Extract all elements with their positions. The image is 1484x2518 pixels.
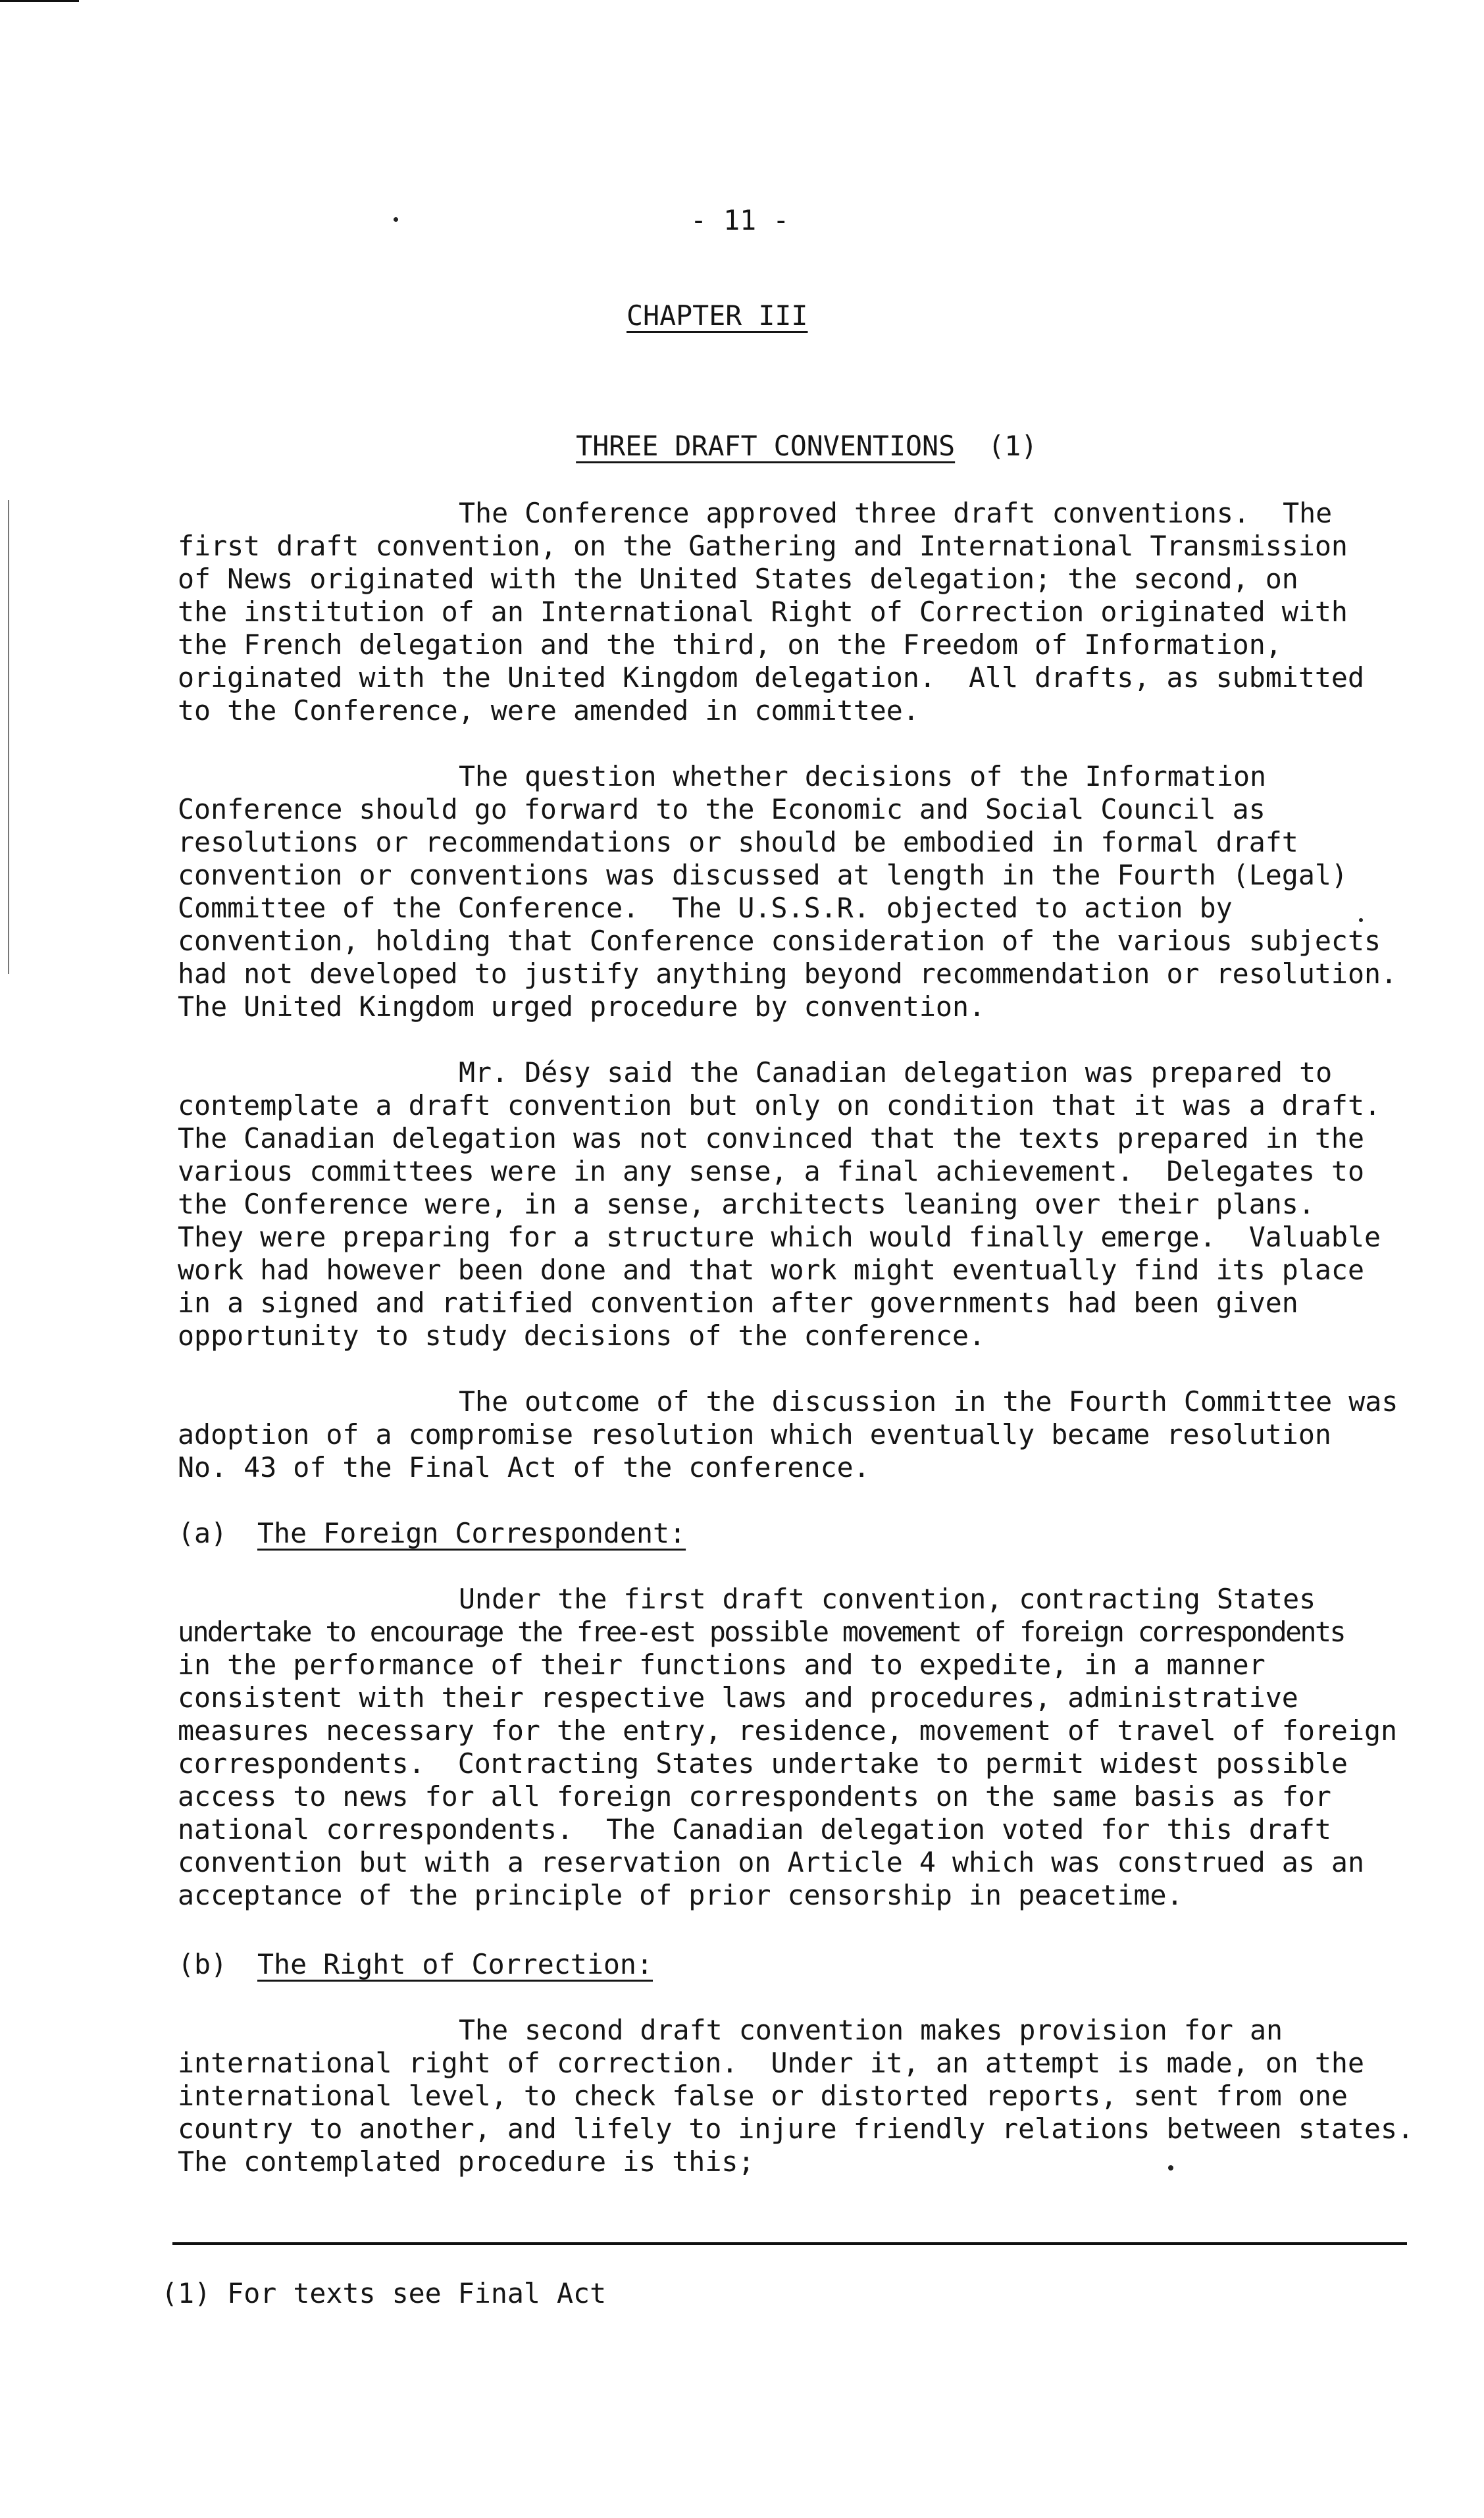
text-line: country to another, and lifely to injure friendly relations between states. [178,2113,1414,2145]
text-line: The question whether decisions of the Information [459,760,1267,792]
text-line: undertake to encourage the free-est possible movement of foreign correspondents [178,1616,1344,1648]
text-line: Under the first draft convention, contracting States [459,1583,1316,1615]
text-line: access to news for all foreign correspondents on the same basis as for [178,1780,1331,1812]
text-line: measures necessary for the entry, residence, movement of travel of foreign [178,1714,1398,1747]
text-line: They were preparing for a structure which would finally emerge. Valuable [178,1221,1381,1253]
section-heading [510,397,1037,496]
text-line: the French delegation and the third, on the Freedom of Information, [178,629,1282,661]
text-line: The contemplated procedure is this; [178,2145,755,2178]
text-line: to the Conference, were amended in committee. [178,694,919,727]
scan-speck [394,217,398,222]
subsection-title: The Right of Correction: [257,1948,653,1980]
text-line: the institution of an International Right of Correction originated with [178,596,1348,628]
text-line: adoption of a compromise resolution which eventually became resolution [178,1418,1331,1451]
text-line: convention but with a reservation on Article 4 which was construed as an [178,1846,1364,1878]
text-line: resolutions or recommendations or should be embodied in formal draft [178,826,1298,858]
text-line: various committees were in any sense, a final achievement. Delegates to [178,1155,1364,1187]
text-line: originated with the United Kingdom delegation. All drafts, as submitted [178,661,1364,694]
text-line: The second draft convention makes provision for an [459,2014,1283,2046]
page-number: - 11 - [690,204,790,236]
scan-edge-mark [0,0,79,2]
text-line: convention, holding that Conference consideration of the various subjects [178,925,1381,957]
text-line: convention or conventions was discussed at length in the Fourth (Legal) [178,859,1348,891]
scan-margin-mark [8,500,9,974]
text-line: international level, to check false or distorted reports, sent from one [178,2080,1348,2112]
subsection-title: The Foreign Correspondent: [257,1517,686,1549]
text-line: had not developed to justify anything beyond recommendation or resolution. [178,958,1398,990]
text-line: of News originated with the United States delegation; the second, on [178,563,1298,595]
text-line: in the performance of their functions and to expedite, in a manner [178,1649,1266,1681]
subsection-letter: (a) [178,1517,228,1549]
text-line: international right of correction. Under it, an attempt is made, on the [178,2047,1364,2079]
scan-speck [1168,2165,1173,2171]
heading-spacer [955,430,988,462]
text-line: The United Kingdom urged procedure by convention. [178,990,986,1023]
text-line: No. 43 of the Final Act of the conference. [178,1451,870,1483]
text-line: consistent with their respective laws and procedures, administrative [178,1682,1298,1714]
text-line: contemplate a draft convention but only on condition that it was a draft. [178,1089,1381,1121]
footnote: (1) For texts see Final Act [161,2277,607,2309]
text-line: The Conference approved three draft conventions. The [459,497,1333,529]
text-line: national correspondents. The Canadian delegation voted for this draft [178,1813,1331,1845]
text-line: in a signed and ratified convention after governments had been given [178,1287,1298,1319]
text-line: first draft convention, on the Gathering and International Transmission [178,530,1348,562]
text-line: The Canadian delegation was not convinced that the texts prepared in the [178,1122,1364,1154]
text-line: the Conference were, in a sense, architects leaning over their plans. [178,1188,1315,1220]
scan-speck [1359,918,1363,922]
text-line: work had however been done and that work might eventually find its place [178,1254,1364,1286]
text-line: Committee of the Conference. The U.S.S.R. objected to action by [178,892,1233,924]
text-line: The outcome of the discussion in the Fourth Committee was [459,1385,1398,1418]
text-line: Conference should go forward to the Economic and Social Council as [178,793,1266,825]
heading-title: THREE DRAFT CONVENTIONS [576,430,956,462]
chapter-title: CHAPTER III [627,299,808,332]
text-line: correspondents. Contracting States undertake to permit widest possible [178,1747,1348,1780]
text-line: Mr. Désy said the Canadian delegation was prepared to [459,1056,1333,1089]
subsection-letter: (b) [178,1948,228,1980]
text-line: opportunity to study decisions of the conference. [178,1320,986,1352]
footnote-divider [172,2242,1407,2245]
text-line: acceptance of the principle of prior censorship in peacetime. [178,1879,1183,1911]
footnote-reference: (1) [988,430,1038,462]
